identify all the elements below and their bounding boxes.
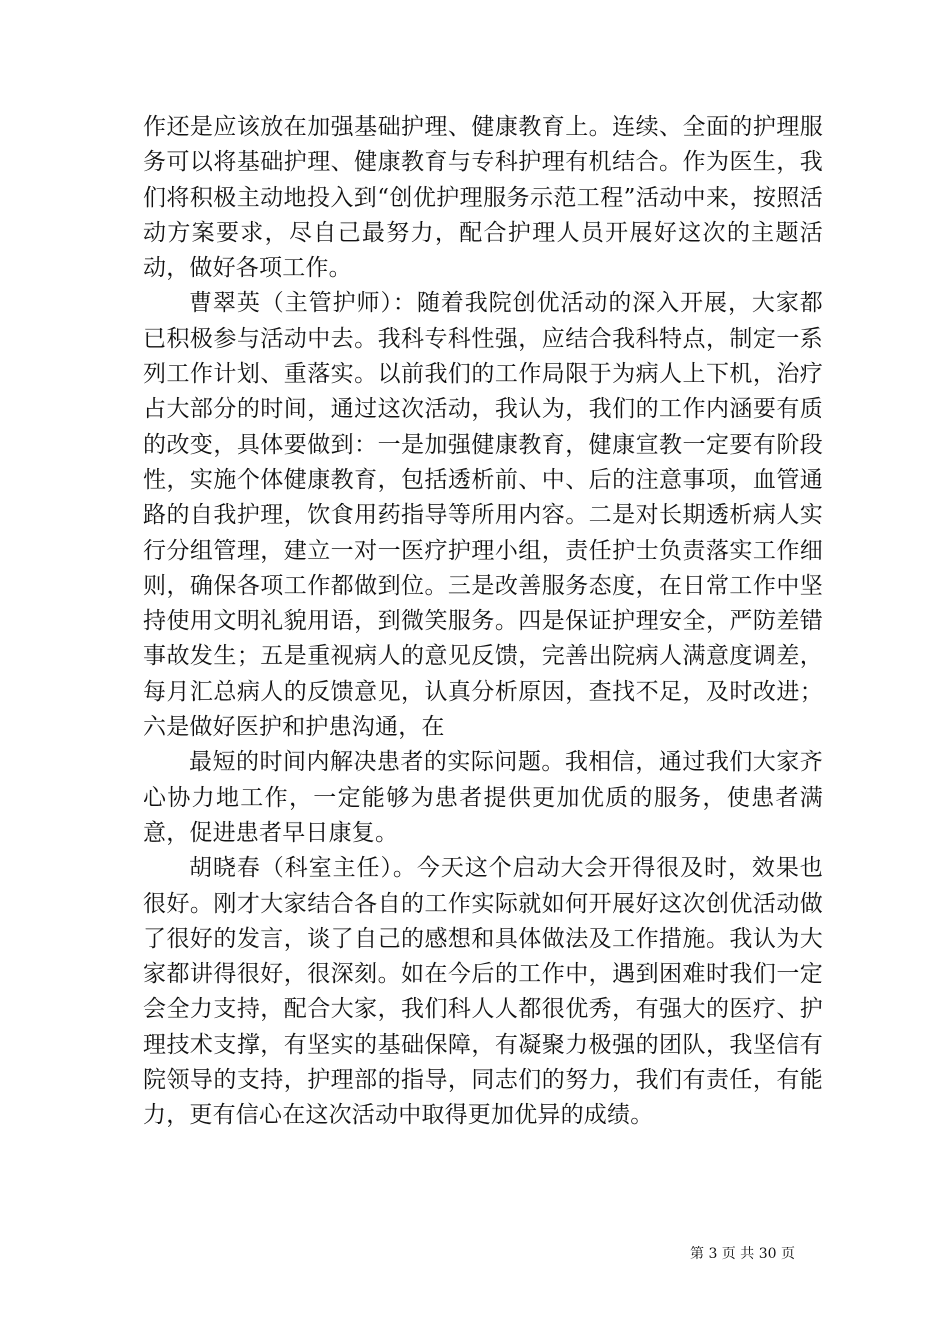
paragraph-continuation: 作还是应该放在加强基础护理、健康教育上。连续、全面的护理服务可以将基础护理、健康教育与专科护理有机结合。作为医生，我们将积极主动地投入到“创优护理服务示范工程”活动中来，按照活动方案要求，尽自己最努力，配合护理人员开展好这次的主题活动，做好各项工作。 — [143, 114, 823, 282]
paragraph-cao-cuiying: 曹翠英（主管护师）：随着我院创优活动的深入开展，大家都已积极参与活动中去。我科专科性强，应结合我科特点，制定一系列工作计划、重落实。以前我们的工作局限于为病人上下机，治疗占大部分的时间，通过这次活动，我认为，我们的工作内涵要有质的改变，具体要做到：一是加强健康教育，健康宣教一定要有阶段性，实施个体健康教育，包括透析前、中、后的注意事项，血管通路的自我护理，饮食用药指导等所用内容。二是对长期透析病人实行分组管理，建立一对一医疗护理小组，责任护士负责落实工作细则，确保各项工作都做到位。三是改善服务态度，在日常工作中坚持使用文明礼貌用语，到微笑服务。四是保证护理安全，严防差错事故发生；五是重视病人的意见反馈，完善出院病人满意度调差，每月汇总病人的反馈意见，认真分析原因，查找不足，及时改进；六是做好医护和护患沟通，在 — [143, 290, 823, 741]
document-body — [143, 110, 823, 1134]
paragraph-patient-problems: 最短的时间内解决患者的实际问题。我相信，通过我们大家齐心协力地工作，一定能够为患者提供更加优质的服务，使患者满意，促进患者早日康复。 — [143, 749, 823, 846]
paragraph-hu-xiaochun: 胡晓春（科室主任）。今天这个启动大会开得很及时，效果也很好。刚才大家结合各自的工作实际就如何开展好这次创优活动做了很好的发言，谈了自己的感想和具体做法及工作措施。我认为大家都讲得很好，很深刻。如在今后的工作中，遇到困难时我们一定会全力支持，配合大家，我们科人人都很优秀，有强大的医疗、护理技术支撑，有坚实的基础保障，有凝聚力极强的团队，我坚信有院领导的支持，护理部的指导，同志们的努力，我们有责任，有能力，更有信心在这次活动中取得更加优异的成绩。 — [143, 855, 823, 1129]
page-number-footer: 第 3 页 共 30 页 — [690, 1246, 795, 1262]
